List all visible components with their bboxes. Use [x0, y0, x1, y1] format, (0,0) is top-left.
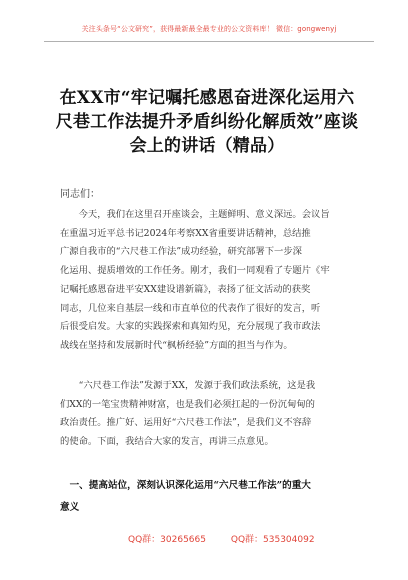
paragraph-line: 今天，我们在这里召开座谈会，主题鲜明、意义深远。会议旨: [60, 209, 330, 220]
header-banner: 关注头条号“公文研究”，获得最新最全最专业的公文资料库！ 微信：gongwenyj: [44, 24, 374, 42]
salutation: 同志们：: [60, 189, 100, 200]
paragraph-line: 的使命。下面，我结合大家的发言，再讲三点意见。: [60, 436, 274, 448]
paragraph-line: 记嘱托感恩奋进平安XX建设谱新篇》，表扬了征文活动的获奖: [60, 283, 311, 295]
title-line: 会上的讲话（精品）: [129, 136, 285, 156]
qq-group-2: QQ群：535304092: [230, 535, 315, 545]
body-paragraph: [60, 377, 360, 452]
title-line: 在XX市“牢记嘱托感恩奋进深化运用六: [59, 88, 355, 108]
body-paragraph: [60, 206, 360, 356]
paragraph-line: 战线在坚持和发展新时代“枫桥经验”方面的担当与作为。: [60, 339, 293, 351]
heading-line: 意义: [60, 502, 80, 513]
paragraph-line: 后很受启发。大家的实践探索和真知灼见，充分展现了我市政法: [60, 321, 321, 333]
paragraph-line: 化运用、提质增效的工作任务。刚才，我们一同观看了专题片《牢: [60, 265, 330, 277]
section-heading: [60, 475, 360, 519]
paragraph-line: 同志，几位来自基层一线和市直单位的代表作了很好的发言，听: [60, 302, 321, 314]
footer-contact: [128, 532, 337, 545]
paragraph-line: 广源自我市的“六尺巷工作法”成功经验，研究部署下一步深: [60, 246, 302, 258]
heading-line: 一、提高站位，深刻认识深化运用“六尺巷工作法”的重大: [60, 480, 311, 491]
paragraph-line: 在重温习近平总书记2024年考察XX省重要讲话精神，总结推: [60, 227, 311, 239]
paragraph-line: “六尺巷工作法”发源于XX，发源于我们政法系统，这是我: [60, 380, 316, 391]
paragraph-line: 政治责任。推广好、运用好“六尺巷工作法”，是我们义不容辞: [60, 417, 312, 429]
document-title: [52, 86, 362, 158]
qq-group-1: QQ群：30265665: [128, 535, 206, 545]
paragraph-line: 们XX的一笔宝贵精神财富，也是我们必须扛起的一份沉甸甸的: [60, 398, 315, 410]
title-line: 尺巷工作法提升矛盾纠纷化解质效”座谈: [55, 112, 359, 132]
